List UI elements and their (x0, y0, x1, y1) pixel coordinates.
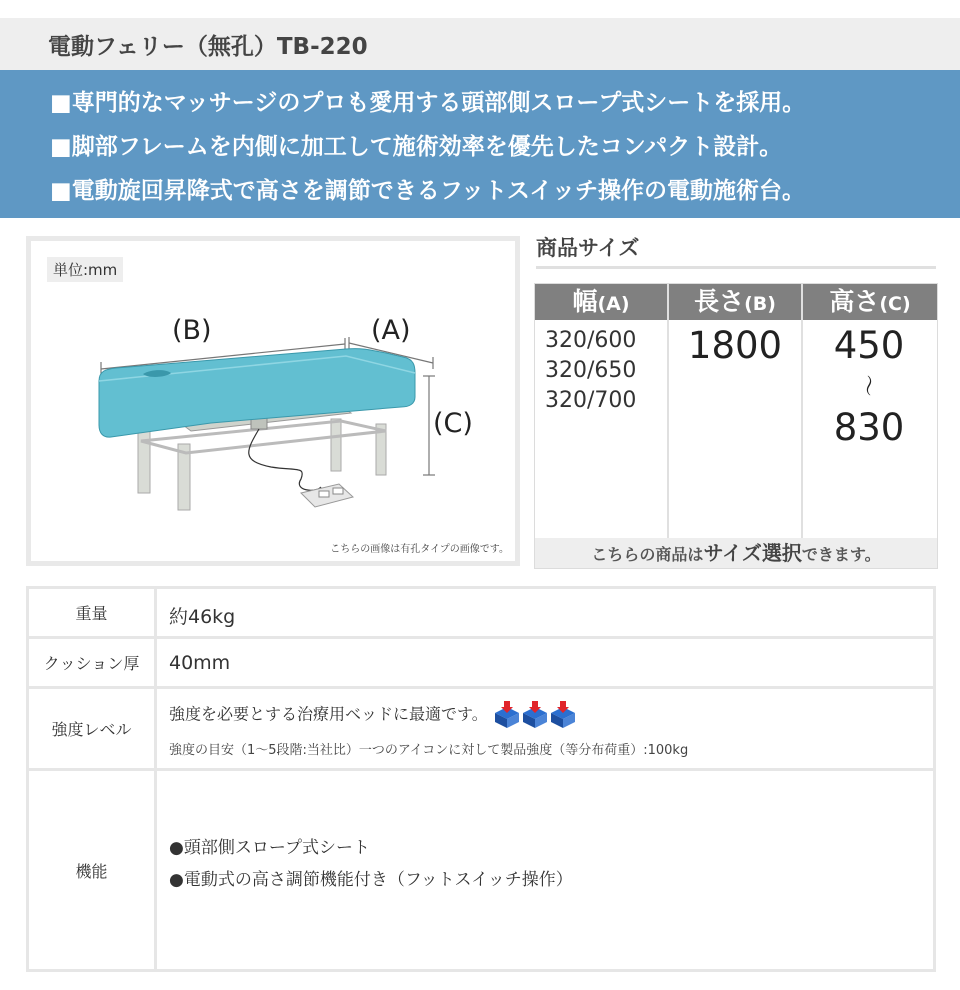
diagram-caption: こちらの画像は有孔タイプの画像です。 (330, 544, 509, 555)
size-heading-rule (536, 266, 936, 269)
product-title: 電動フェリー（無孔）TB-220 (48, 34, 368, 60)
function-item-2: ●電動式の高さ調節機能付き（フットスイッチ操作） (169, 870, 573, 890)
height-value-low: 450 (833, 324, 905, 367)
feature-band (0, 70, 960, 218)
size-column-width (535, 284, 667, 538)
feature-line-2: ■脚部フレームを内側に加工して施術効率を優先したコンパクト設計。 (50, 134, 783, 160)
spec-row-function (29, 771, 933, 969)
spec-row-cushion (29, 639, 933, 689)
spec-value-strength: 強度を必要とする治療用ベッドに最適です。 (169, 704, 488, 724)
strength-cube-icon (549, 701, 577, 729)
label-b: (B) (172, 315, 212, 346)
height-value-high: 830 (833, 406, 905, 449)
spec-value-weight: 約46kg (169, 606, 236, 628)
footer-emphasis: サイズ選択 (703, 541, 802, 565)
spec-value-cushion: 40mm (169, 652, 231, 674)
size-heading: 商品サイズ (536, 236, 640, 260)
header-width-main: 幅 (572, 287, 598, 316)
spec-value-strength-line (169, 701, 577, 729)
length-value: 1800 (687, 324, 783, 367)
strength-cube-icon (493, 701, 521, 729)
footer-post: できます。 (801, 545, 881, 564)
spec-label-strength: 強度レベル (29, 689, 157, 768)
size-column-height (803, 284, 937, 538)
label-c: (C) (433, 408, 473, 439)
header-width-sub: (A) (597, 293, 630, 315)
bed-illustration (31, 241, 515, 561)
spec-row-strength (29, 689, 933, 771)
size-header-length (669, 284, 801, 320)
header-height-main: 高さ (829, 287, 880, 316)
size-column-length (669, 284, 801, 538)
strength-note: 強度の目安（1〜5段階:当社比）一つのアイコンに対して製品強度（等分布荷重）:100kg (169, 743, 689, 758)
size-header-height (803, 284, 937, 320)
header-length-sub: (B) (744, 293, 776, 315)
size-table (534, 283, 938, 569)
header-length-main: 長さ (694, 287, 745, 316)
height-range-tilde: 〜 (854, 374, 880, 397)
feature-line-3: ■電動旋回昇降式で高さを調節できるフットスイッチ操作の電動施術台。 (50, 178, 805, 204)
spec-table (26, 586, 936, 972)
header-height-sub: (C) (879, 293, 911, 315)
size-header-width (535, 284, 667, 320)
function-item-1: ●頭部側スロープ式シート (169, 838, 370, 858)
size-footer (535, 538, 937, 568)
label-a: (A) (371, 315, 411, 346)
spec-label-function: 機能 (29, 771, 157, 969)
width-value-1: 320/600 (545, 328, 637, 353)
feature-line-1: ■専門的なマッサージのプロも愛用する頭部側スロープ式シートを採用。 (50, 90, 806, 116)
spec-label-cushion: クッション厚 (29, 639, 157, 686)
width-value-3: 320/700 (545, 388, 637, 413)
spec-label-weight: 重量 (29, 589, 157, 636)
spec-row-weight (29, 589, 933, 639)
dimension-diagram (26, 236, 520, 566)
footer-pre: こちらの商品は (591, 545, 704, 564)
width-value-2: 320/650 (545, 358, 637, 383)
unit-label: 単位:mm (47, 257, 123, 282)
title-bar (0, 18, 960, 70)
strength-cube-icon (521, 701, 549, 729)
strength-icons (493, 705, 577, 724)
